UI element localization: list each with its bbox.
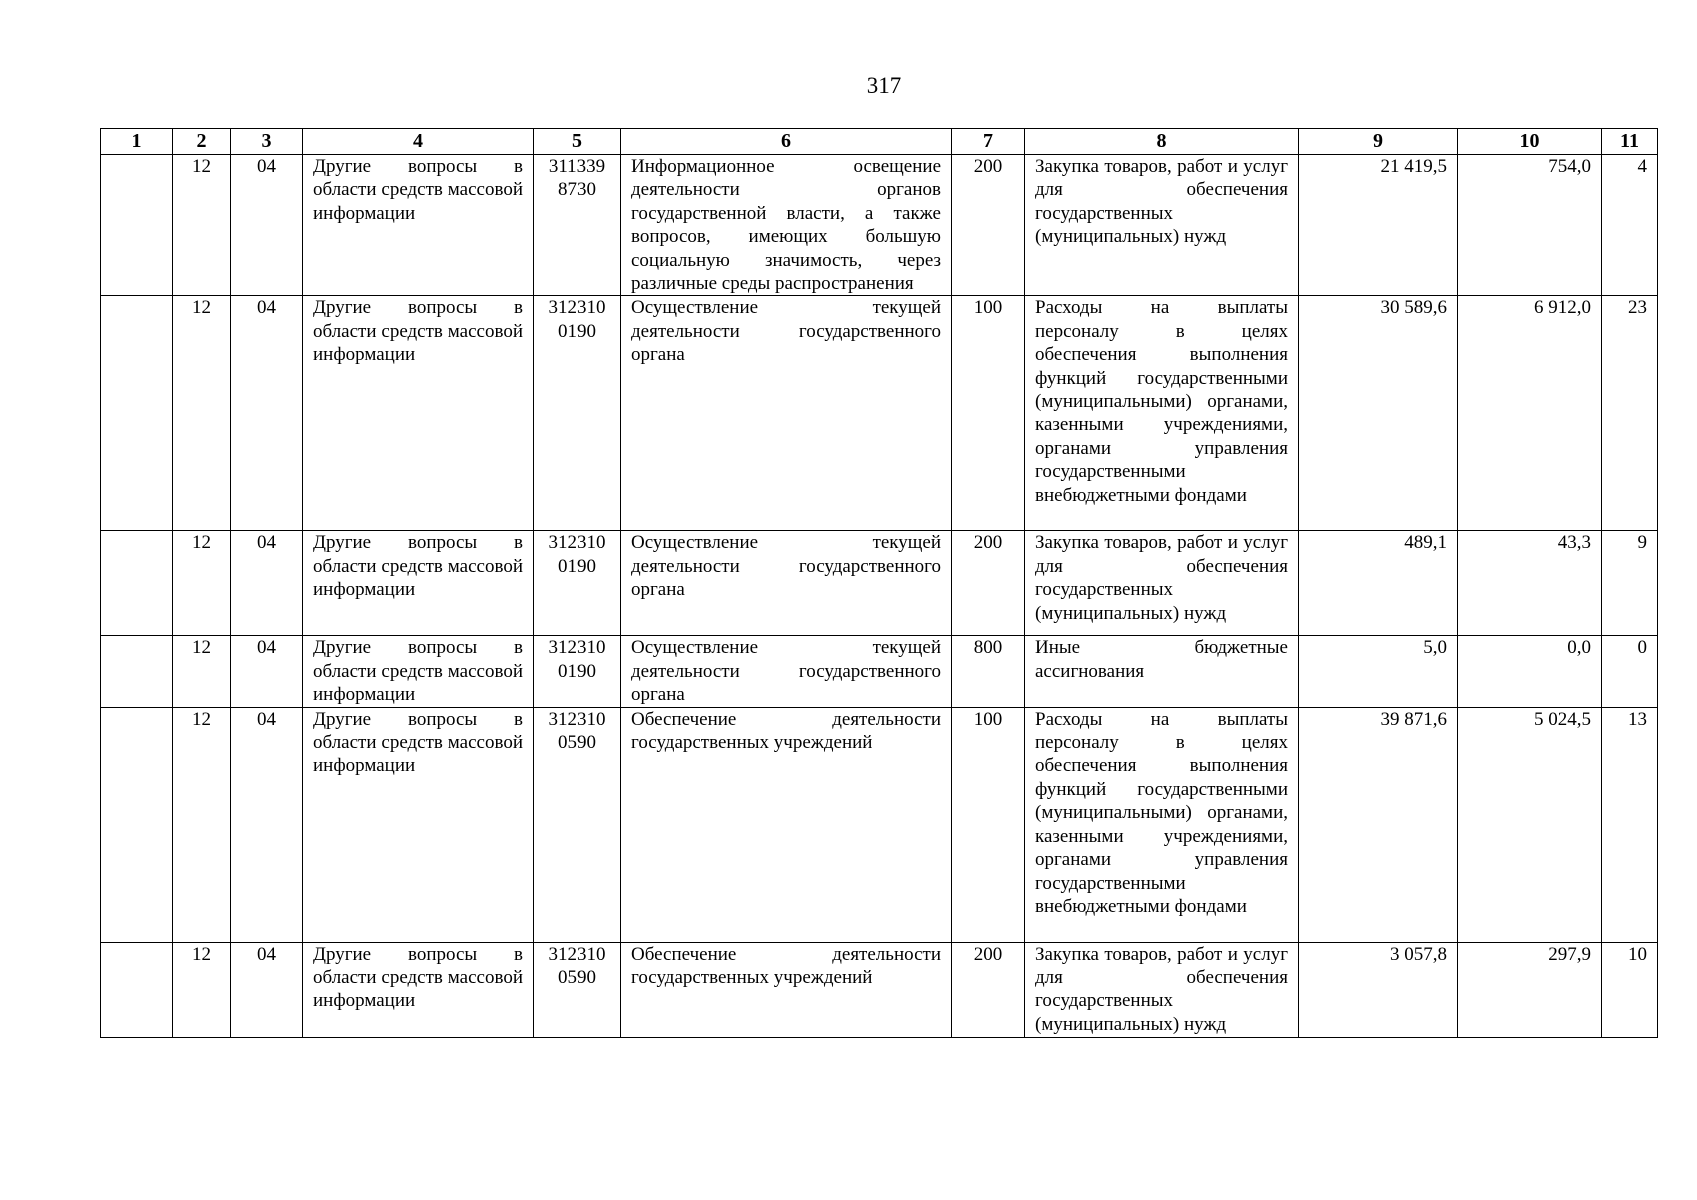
- column-header: 8: [1025, 129, 1299, 155]
- column-header: 11: [1602, 129, 1658, 155]
- cell-subsection-name: Другие вопросы в области средств массовой информации: [303, 636, 534, 707]
- cell-expense-type: 100: [952, 707, 1025, 942]
- cell-percent: [1602, 942, 1658, 1037]
- cell-percent: [1602, 531, 1658, 636]
- column-header: 6: [621, 129, 952, 155]
- percent-value: 10: [1628, 943, 1647, 965]
- cell-subsection: 04: [231, 155, 303, 296]
- amount-plan-value: 39 871,6: [1380, 708, 1447, 730]
- cell-expense-type-name: Расходы на выплаты персоналу в целях обеспечения выполнения функций государственными (муниципальными) органами, казенными учреждениями, органами управления государственными внебюджетными фондами: [1025, 707, 1299, 942]
- cell-article-name: Обеспечение деятельности государственных учреждений: [621, 942, 952, 1037]
- percent-value: 0: [1637, 637, 1647, 659]
- column-header: 5: [534, 129, 621, 155]
- cell-expense-type-name: Закупка товаров, работ и услуг для обеспечения государственных (муниципальных) нужд: [1025, 942, 1299, 1037]
- column-header: 3: [231, 129, 303, 155]
- amount-fact-value: 43,3: [1557, 532, 1591, 554]
- cell-amount-plan: [1299, 942, 1458, 1037]
- cell-amount-fact: [1458, 296, 1602, 531]
- amount-fact-value: 0,0: [1567, 637, 1591, 659]
- cell-subsection-name: Другие вопросы в области средств массовой информации: [303, 942, 534, 1037]
- cell-target-article: 312310 0590: [534, 942, 621, 1037]
- column-header: 10: [1458, 129, 1602, 155]
- cell-target-article: 312310 0590: [534, 707, 621, 942]
- table-row: [101, 531, 1658, 636]
- column-header: 7: [952, 129, 1025, 155]
- percent-value: 23: [1628, 297, 1647, 319]
- cell-amount-fact: [1458, 155, 1602, 296]
- cell-subsection: 04: [231, 636, 303, 707]
- cell-amount-plan: [1299, 155, 1458, 296]
- cell-article-name: Осуществление текущей деятельности государственного органа: [621, 636, 952, 707]
- cell-amount-plan: [1299, 531, 1458, 636]
- cell-percent: [1602, 636, 1658, 707]
- table-row: [101, 707, 1658, 942]
- cell-subsection: 04: [231, 531, 303, 636]
- cell-expense-type-name: Иные бюджетные ассигнования: [1025, 636, 1299, 707]
- cell-subsection: 04: [231, 296, 303, 531]
- cell-expense-type-name: Расходы на выплаты персоналу в целях обеспечения выполнения функций государственными (муниципальными) органами, казенными учреждениями, органами управления государственными внебюджетными фондами: [1025, 296, 1299, 531]
- cell-article-name: Информационное освещение деятельности органов государственной власти, а также вопросов, имеющих большую социальную значимость, через различные среды распространения: [621, 155, 952, 296]
- cell-section: 12: [173, 155, 231, 296]
- cell-target-article: 312310 0190: [534, 531, 621, 636]
- column-header: 1: [101, 129, 173, 155]
- amount-fact-value: 754,0: [1548, 156, 1591, 177]
- cell-expense-type-name: Закупка товаров, работ и услуг для обеспечения государственных (муниципальных) нужд: [1025, 155, 1299, 296]
- cell-amount-plan: [1299, 707, 1458, 942]
- cell-subsection: 04: [231, 707, 303, 942]
- amount-plan-value: 489,1: [1404, 532, 1447, 554]
- cell-expense-type: 100: [952, 296, 1025, 531]
- cell-c1: [101, 707, 173, 942]
- cell-amount-fact: [1458, 707, 1602, 942]
- cell-amount-fact: [1458, 531, 1602, 636]
- cell-c1: [101, 636, 173, 707]
- cell-amount-fact: [1458, 942, 1602, 1037]
- cell-article-name: Осуществление текущей деятельности государственного органа: [621, 296, 952, 531]
- amount-plan-value: 5,0: [1423, 637, 1447, 659]
- cell-target-article: 312310 0190: [534, 296, 621, 531]
- cell-section: 12: [173, 636, 231, 707]
- amount-fact-value: 5 024,5: [1534, 708, 1591, 730]
- cell-article-name: Осуществление текущей деятельности государственного органа: [621, 531, 952, 636]
- column-header: 2: [173, 129, 231, 155]
- cell-subsection-name: Другие вопросы в области средств массовой информации: [303, 531, 534, 636]
- percent-value: 9: [1637, 532, 1647, 554]
- cell-section: 12: [173, 296, 231, 531]
- page-number: 317: [866, 73, 902, 98]
- cell-article-name: Обеспечение деятельности государственных учреждений: [621, 707, 952, 942]
- cell-subsection-name: Другие вопросы в области средств массовой информации: [303, 155, 534, 296]
- amount-plan-value: 21 419,5: [1380, 156, 1447, 177]
- header-row: [101, 129, 1658, 155]
- cell-c1: [101, 296, 173, 531]
- cell-c1: [101, 531, 173, 636]
- cell-amount-plan: [1299, 296, 1458, 531]
- amount-plan-value: 30 589,6: [1380, 297, 1447, 319]
- cell-expense-type-name: Закупка товаров, работ и услуг для обеспечения государственных (муниципальных) нужд: [1025, 531, 1299, 636]
- amount-fact-value: 6 912,0: [1534, 297, 1591, 319]
- cell-amount-plan: [1299, 636, 1458, 707]
- budget-table: [100, 128, 1658, 1038]
- table-row: [101, 296, 1658, 531]
- cell-percent: [1602, 707, 1658, 942]
- cell-section: 12: [173, 942, 231, 1037]
- cell-subsection: 04: [231, 942, 303, 1037]
- amount-fact-value: 297,9: [1548, 943, 1591, 965]
- table-row: [101, 636, 1658, 707]
- column-header: 9: [1299, 129, 1458, 155]
- cell-expense-type: 200: [952, 155, 1025, 296]
- cell-subsection-name: Другие вопросы в области средств массовой информации: [303, 707, 534, 942]
- amount-plan-value: 3 057,8: [1390, 943, 1447, 965]
- cell-expense-type: 200: [952, 942, 1025, 1037]
- cell-percent: [1602, 155, 1658, 296]
- cell-c1: [101, 942, 173, 1037]
- table-row: [101, 942, 1658, 1037]
- cell-amount-fact: [1458, 636, 1602, 707]
- cell-subsection-name: Другие вопросы в области средств массовой информации: [303, 296, 534, 531]
- cell-expense-type: 800: [952, 636, 1025, 707]
- cell-percent: [1602, 296, 1658, 531]
- table-row: [101, 155, 1658, 296]
- cell-target-article: 312310 0190: [534, 636, 621, 707]
- cell-expense-type: 200: [952, 531, 1025, 636]
- cell-c1: [101, 155, 173, 296]
- cell-target-article: 311339 8730: [534, 155, 621, 296]
- column-header: 4: [303, 129, 534, 155]
- cell-section: 12: [173, 531, 231, 636]
- cell-section: 12: [173, 707, 231, 942]
- percent-value: 4: [1637, 156, 1647, 177]
- percent-value: 13: [1628, 708, 1647, 730]
